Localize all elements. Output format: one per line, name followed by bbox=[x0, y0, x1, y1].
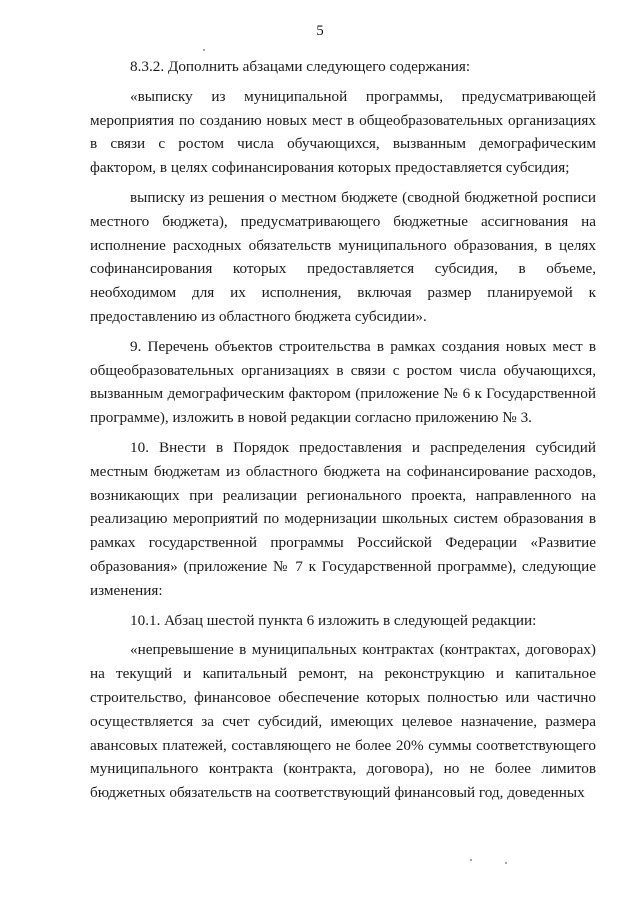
paragraph-10-1-text: «непревышение в муниципальных контрактах (контрактах, договорах) на текущий и капитальный ремонт, на реконструкцию и капитальное строительство, финансовое обеспечение которых полностью или частично осуществляется за счет субсидий, имеющих целевое назначение, размера авансовых платежей, составляющего не более 20% суммы соответствующего муниципального контракта (контракта, договора), но не более лимитов бюджетных обязательств на соответствующий финансовый год, доведенных bbox=[90, 641, 596, 802]
paragraph-item-10: 10. Внести в Порядок предоставления и распределения субсидий местным бюджетам из областного бюджета на софинансирование расходов, возникающих при реализации регионального проекта, направленного на реализацию мероприятий по модернизации школьных систем образования в рамках государственной программы Российской Федерации «Развитие образования» (приложение № 7 к Государственной программе), следующие изменения: bbox=[90, 438, 596, 599]
paragraph-10-1-heading: 10.1. Абзац шестой пункта 6 изложить в следующей редакции: bbox=[130, 611, 537, 629]
document-body bbox=[90, 55, 596, 811]
paragraph-item-9: 9. Перечень объектов строительства в рамках создания новых мест в общеобразовательных организациях в связи с ростом числа обучающихся, вызванным демографическим фактором (приложение № 6 к Государственной программе), изложить в новой редакции согласно приложению № 3. bbox=[90, 337, 596, 427]
paragraph-municipal-program-extract: «выписку из муниципальной программы, предусматривающей мероприятия по созданию новых мест в общеобразовательных организациях в связи с ростом числа обучающихся, вызванным демографическим фактором, в целях софинансирования которых предоставляется субсидия; bbox=[90, 87, 596, 177]
scan-speck bbox=[470, 859, 472, 861]
paragraph-8-3-2-heading: 8.3.2. Дополнить абзацами следующего содержания: bbox=[130, 58, 471, 75]
scan-speck bbox=[505, 862, 507, 864]
scan-speck bbox=[203, 49, 205, 51]
paragraph-local-budget-extract: выписку из решения о местном бюджете (сводной бюджетной росписи местного бюджета), предусматривающего бюджетные ассигнования на исполнение расходных обязательств муниципального образования, в целях софинансирования которых предоставляется субсидия, в объеме, необходимом для их исполнения, включая размер планируемой к предоставлению из областного бюджета субсидии». bbox=[90, 188, 596, 325]
page-number: 5 bbox=[316, 23, 324, 39]
